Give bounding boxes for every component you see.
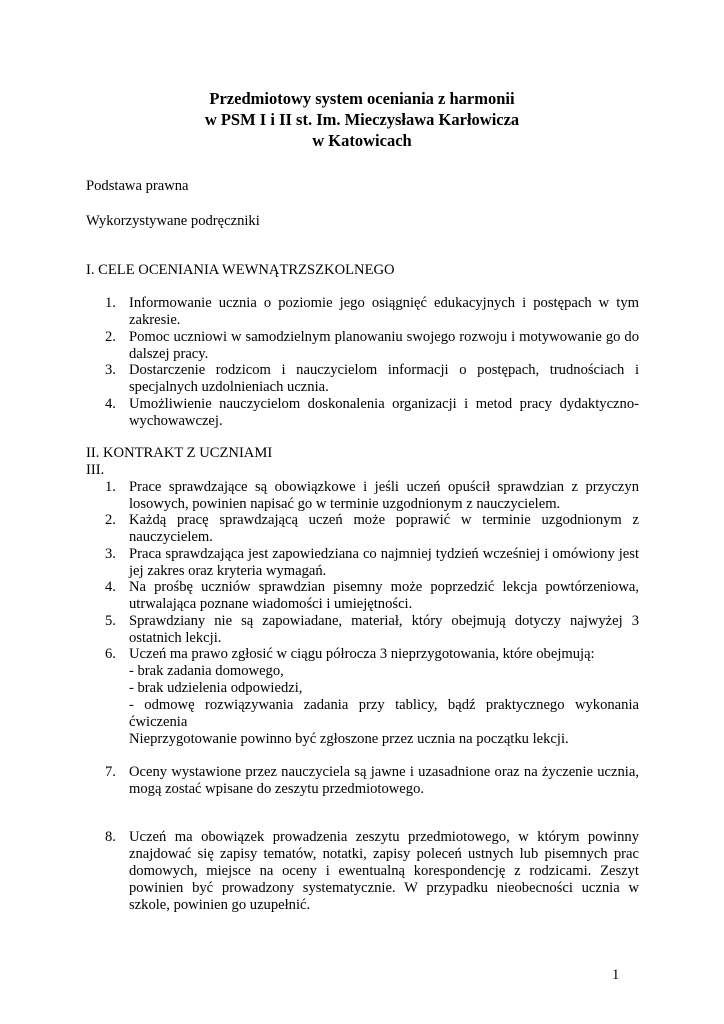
list-item-text: Dostarczenie rodzicom i nauczycielom informacji o postępach, trudnościach i specjalnych uzdolnieniach ucznia. xyxy=(129,362,639,395)
list-item-number: 4. xyxy=(105,579,116,595)
list-item-number: 1. xyxy=(105,479,116,495)
list-item-text: Każdą pracę sprawdzającą uczeń może poprawić w terminie uzgodnionym z nauczycielem. xyxy=(129,512,639,545)
list-item xyxy=(105,512,639,546)
list-item xyxy=(105,579,639,613)
list-item-number: 2. xyxy=(105,512,116,528)
list-item xyxy=(105,479,639,513)
list-item-number: 1. xyxy=(105,295,116,311)
list-item-number: 8. xyxy=(105,829,116,845)
list-item-number: 2. xyxy=(105,329,116,345)
section-heading-iii: III. xyxy=(86,462,105,478)
heading-podstawa-prawna: Podstawa prawna xyxy=(86,178,189,194)
list-item xyxy=(105,396,639,430)
section-heading-kontrakt: II. KONTRAKT Z UCZNIAMI xyxy=(86,445,273,461)
list-item-number: 3. xyxy=(105,362,116,378)
list-item xyxy=(105,764,639,798)
list-item-number: 7. xyxy=(105,764,116,780)
list-item xyxy=(105,646,639,748)
list-item-text: Praca sprawdzająca jest zapowiedziana co najmniej tydzień wcześniej i omówiony jest jej zakres oraz kryteria wymagań. xyxy=(129,546,639,579)
heading-podreczniki: Wykorzystywane podręczniki xyxy=(86,213,260,229)
page-number: 1 xyxy=(612,967,620,983)
list-item-text: Pomoc uczniowi w samodzielnym planowaniu swojego rozwoju i motywowanie go do dalszej pracy. xyxy=(129,329,639,362)
list-item-number: 5. xyxy=(105,613,116,629)
title-line-2: w PSM I i II st. Im. Mieczysława Karłowicza xyxy=(204,110,520,129)
list-item-text: Oceny wystawione przez nauczyciela są jawne i uzasadnione oraz na życzenie ucznia, mogą zostać wpisane do zeszytu przedmiotowego. xyxy=(129,764,639,797)
list-item xyxy=(105,329,639,363)
list-item xyxy=(105,362,639,396)
list-item-subline: - brak zadania domowego, xyxy=(129,663,284,679)
list-item xyxy=(105,546,639,580)
list-item-subline: Nieprzygotowanie powinno być zgłoszone przez ucznia na początku lekcji. xyxy=(129,731,569,747)
list-item-number: 3. xyxy=(105,546,116,562)
list-item xyxy=(105,613,639,647)
list-item-text: Prace sprawdzające są obowiązkowe i jeśli uczeń opuścił sprawdzian z przyczyn losowych, powinien napisać go w terminie uzgodnionym z nauczycielem. xyxy=(129,479,639,512)
list-item-text: Uczeń ma obowiązek prowadzenia zeszytu przedmiotowego, w którym powinny znajdować się zapisy tematów, notatki, zapisy poleceń ustnych lub pisemnych prac domowych, miejsce na oceny i ewentualną korespondencję z rodzicami. Zeszyt powinien być prowadzony systematycznie. W przypadku nieobecności ucznia w szkole, powinien go uzupełnić. xyxy=(129,829,639,913)
list-item-number: 4. xyxy=(105,396,116,412)
title-line-3: w Katowicach xyxy=(312,131,412,150)
list-item-subline: - brak udzielenia odpowiedzi, xyxy=(129,680,303,696)
list-item xyxy=(105,295,639,329)
list-item-number: 6. xyxy=(105,646,116,662)
list-item xyxy=(105,829,639,914)
list-item-text: Umożliwienie nauczycielom doskonalenia organizacji i metod pracy dydaktyczno-wychowawczej. xyxy=(129,396,639,429)
section-heading-cele: I. CELE OCENIANIA WEWNĄTRZSZKOLNEGO xyxy=(86,262,395,278)
title-line-1: Przedmiotowy system oceniania z harmonii xyxy=(209,89,515,108)
document-title xyxy=(0,88,724,151)
list-item-text: Na prośbę uczniów sprawdzian pisemny może poprzedzić lekcja powtórzeniowa, utrwalająca poznane wiadomości i umiejętności. xyxy=(129,579,639,612)
list-item-subline: - odmowę rozwiązywania zadania przy tablicy, bądź praktycznego wykonania ćwiczenia xyxy=(129,697,639,730)
list-item-text: Uczeń ma prawo zgłosić w ciągu półrocza 3 nieprzygotowania, które obejmują: xyxy=(129,646,595,662)
list-item-text: Sprawdziany nie są zapowiadane, materiał, który obejmują dotyczy najwyżej 3 ostatnich lekcji. xyxy=(129,613,639,646)
list-item-text: Informowanie ucznia o poziomie jego osiągnięć edukacyjnych i postępach w tym zakresie. xyxy=(129,295,639,328)
